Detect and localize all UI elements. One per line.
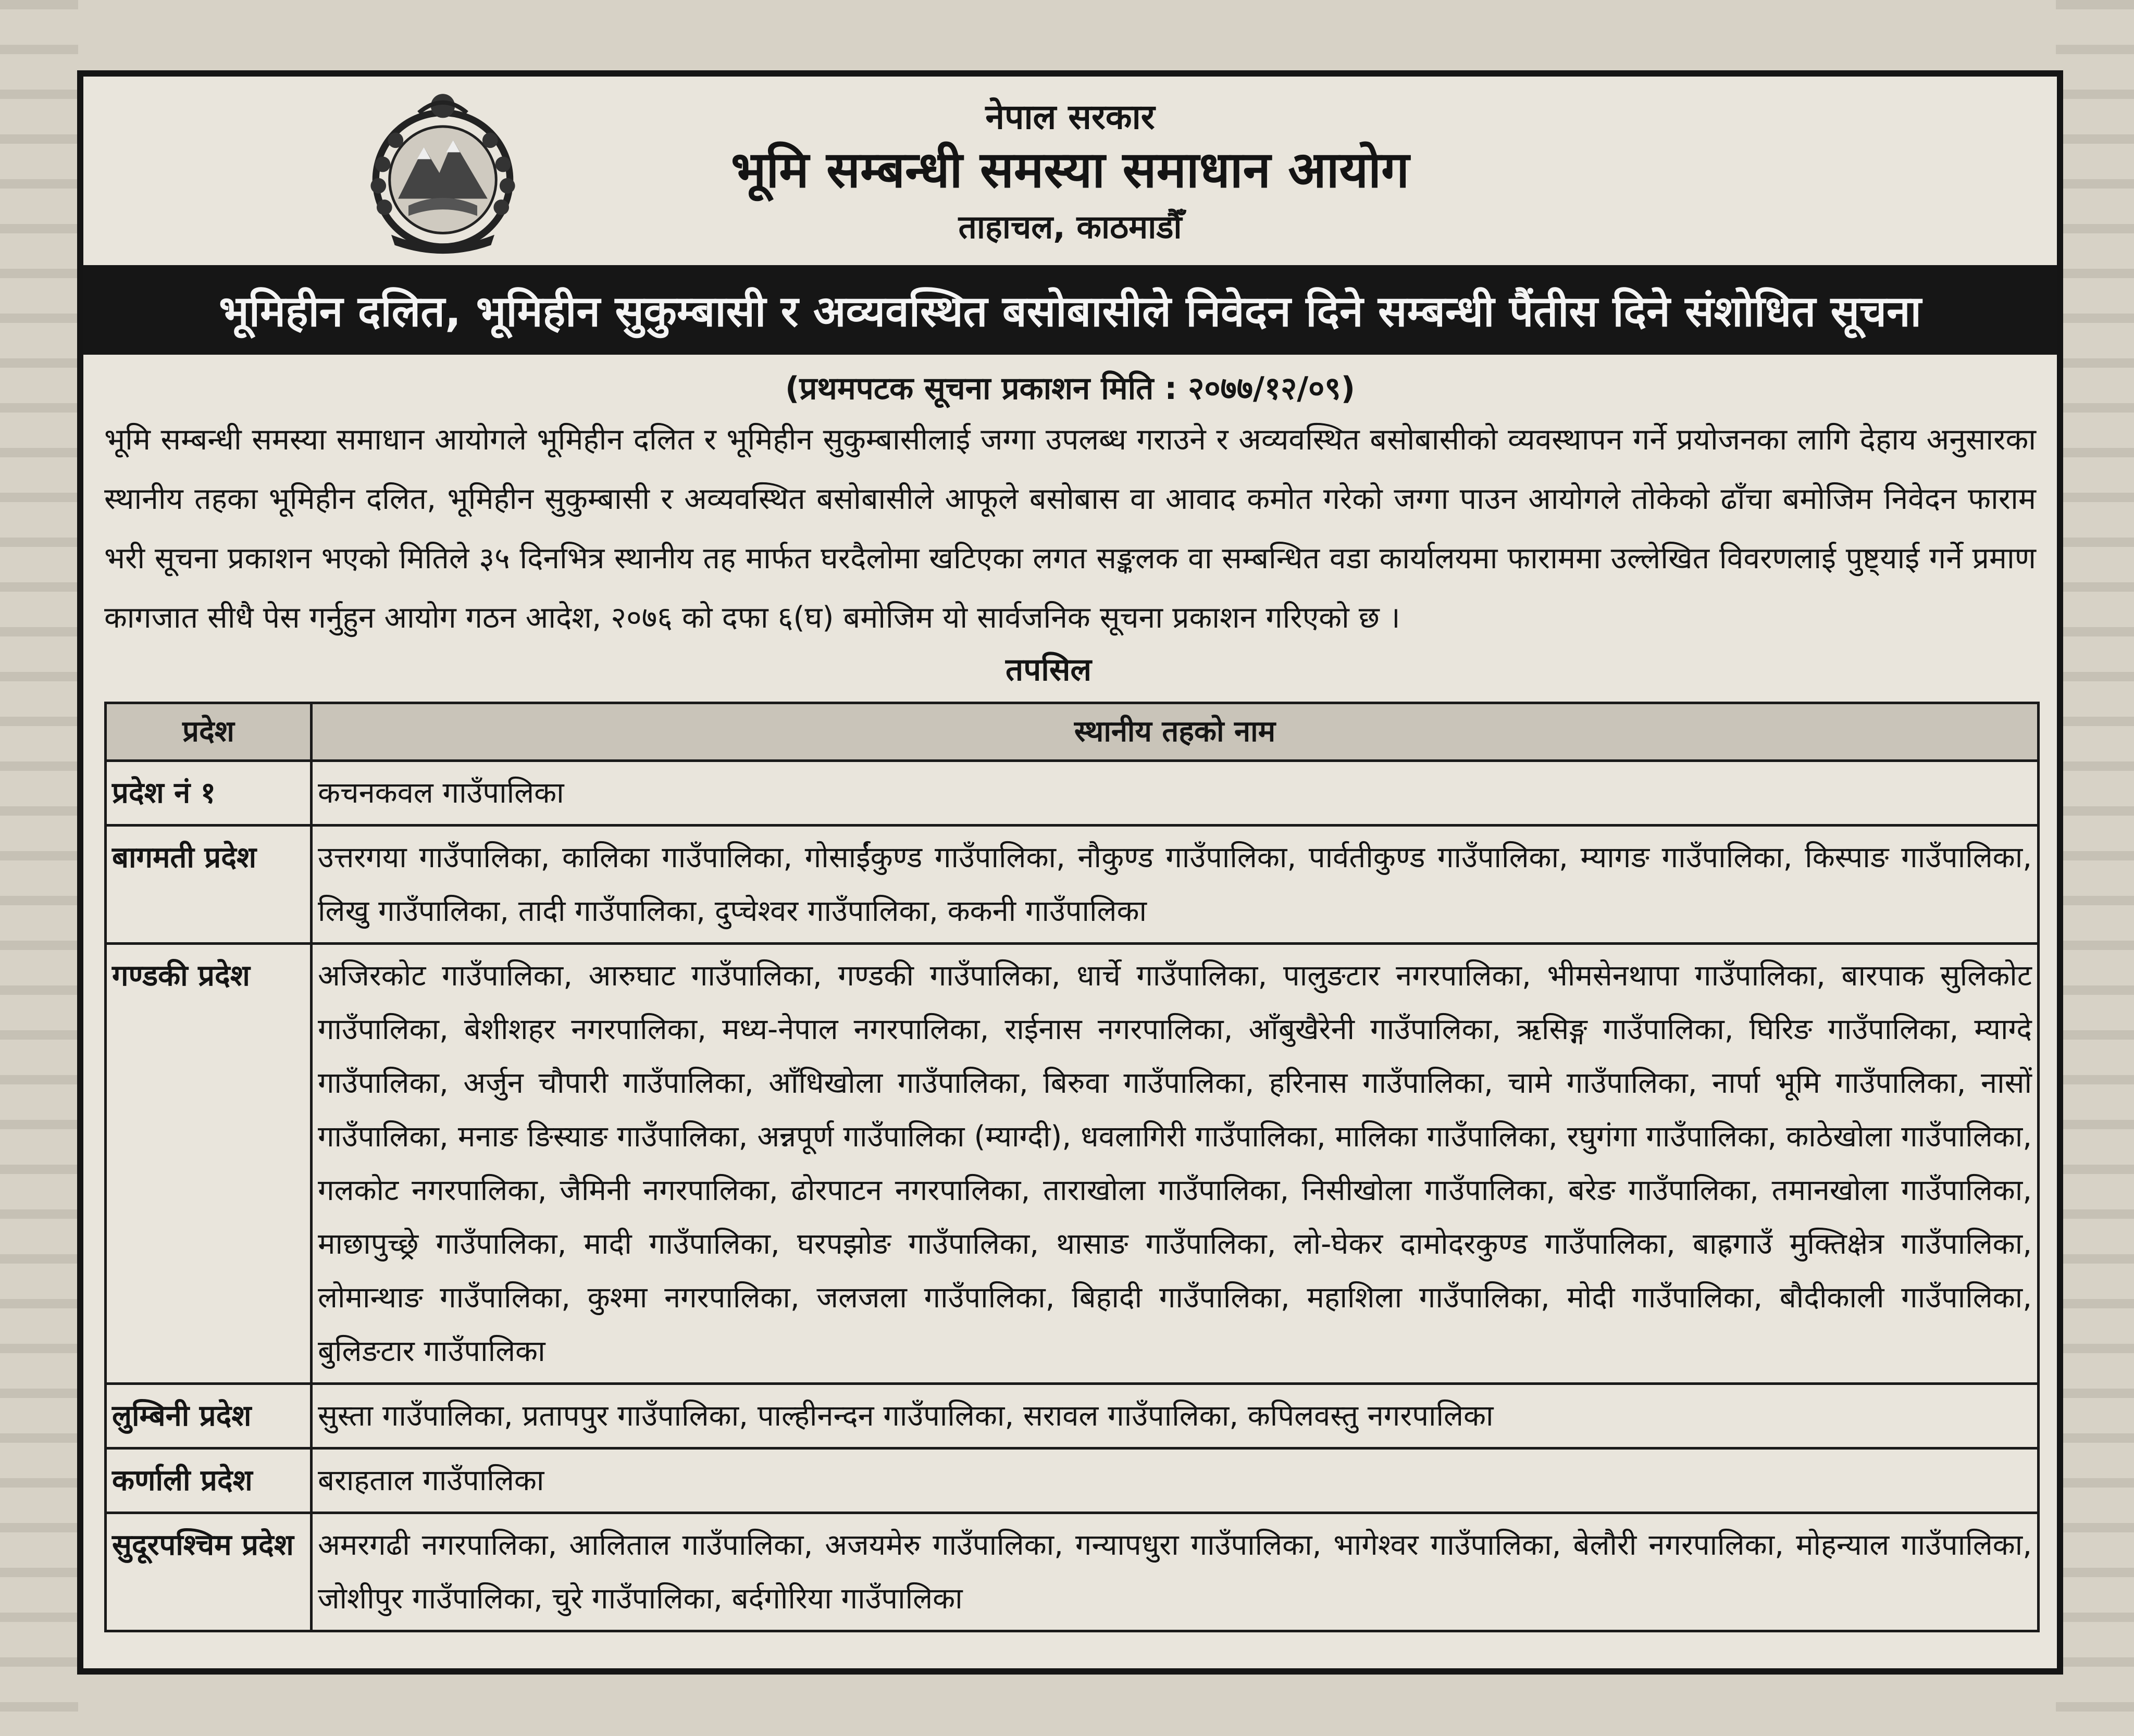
- government-name: नेपाल सरकार: [985, 97, 1155, 137]
- organization-address: ताहाचल, काठमाडौँ: [958, 208, 1182, 246]
- province-cell: प्रदेश नं १: [106, 761, 312, 826]
- notice-body: भूमि सम्बन्धी समस्या समाधान आयोगले भूमिहीन दलित र भूमिहीन सुकुम्बासीलाई जग्गा उपलब्ध गराउने र अव्यवस्थित बसोबासीको व्यवस्थापन गर्ने प्रयोजनका लागि देहाय अनुसारका स्थानीय तहका भूमिहीन दलित, भूमिहीन सुकुम्बासी र अव्यवस्थित बसोबासीले आफूले बसोबास वा आवाद कमोत गरेको जग्गा पाउन आयोगले तोकेको ढाँचा बमोजिम निवेदन फाराम भरी सूचना प्रकाशन भएको मितिले ३५ दिनभित्र स्थानीय तह मार्फत घरदैलोमा खटिएका लगत सङ्कलक वा सम्बन्धित वडा कार्यालयमा फाराममा उल्लेखित विवरणलाई पुष्ट्याई गर्ने प्रमाण कागजात सीधै पेस गर्नुहुन आयोग गठन आदेश, २०७६ को दफा ६(घ) बमोजिम यो सार्वजनिक सूचना प्रकाशन गरिएको छ ।: [104, 422, 2036, 635]
- table-row: [106, 1448, 2039, 1513]
- local-levels-cell: उत्तरगया गाउँपालिका, कालिका गाउँपालिका, गोसाईंकुण्ड गाउँपालिका, नौकुण्ड गाउँपालिका, पार्वतीकुण्ड गाउँपालिका, म्यागङ गाउँपालिका, किस्पाङ गाउँपालिका, लिखु गाउँपालिका, तादी गाउँपालिका, दुप्चेश्वर गाउँपालिका, ककनी गाउँपालिका: [312, 826, 2039, 944]
- paper-margin-left: [0, 0, 78, 1736]
- publication-date: (प्रथमपटक सूचना प्रकाशन मिति : २०७७/१२/०९): [785, 370, 1355, 407]
- table-row: [106, 826, 2039, 944]
- province-cell: लुम्बिनी प्रदेश: [106, 1384, 312, 1448]
- public-notice: [77, 70, 2063, 1675]
- table-header-row: [106, 703, 2039, 761]
- local-levels-table: [104, 702, 2040, 1632]
- province-cell: सुदूरपश्चिम प्रदेश: [106, 1513, 312, 1631]
- header-province: प्रदेश: [106, 703, 312, 761]
- header-local-level: स्थानीय तहको नाम: [312, 703, 2039, 761]
- table-row: [106, 944, 2039, 1384]
- organization-name: भूमि सम्बन्धी समस्या समाधान आयोग: [730, 141, 1410, 199]
- local-levels-cell: बराहताल गाउँपालिका: [312, 1448, 2039, 1513]
- local-levels-cell: सुस्ता गाउँपालिका, प्रतापपुर गाउँपालिका, पाल्हीनन्दन गाउँपालिका, सरावल गाउँपालिका, कपिलवस्तु नगरपालिका: [312, 1384, 2039, 1448]
- local-levels-cell: अमरगढी नगरपालिका, आलिताल गाउँपालिका, अजयमेरु गाउँपालिका, गन्यापधुरा गाउँपालिका, भागेश्वर गाउँपालिका, बेलौरी नगरपालिका, मोहन्याल गाउँपालिका, जोशीपुर गाउँपालिका, चुरे गाउँपालिका, बर्दगोरिया गाउँपालिका: [312, 1513, 2039, 1631]
- notice-title-banner: [83, 265, 2057, 355]
- province-cell: कर्णाली प्रदेश: [106, 1448, 312, 1513]
- local-levels-cell: अजिरकोट गाउँपालिका, आरुघाट गाउँपालिका, गण्डकी गाउँपालिका, धार्चे गाउँपालिका, पालुङटार नगरपालिका, भीमसेनथापा गाउँपालिका, बारपाक सुलिकोट गाउँपालिका, बेशीशहर नगरपालिका, मध्य-नेपाल नगरपालिका, राईनास नगरपालिका, आँबुखैरेनी गाउँपालिका, ऋसिङ्ग गाउँपालिका, घिरिङ गाउँपालिका, म्याग्दे गाउँपालिका, अर्जुन चौपारी गाउँपालिका, आँधिखोला गाउँपालिका, बिरुवा गाउँपालिका, हरिनास गाउँपालिका, चामे गाउँपालिका, नार्पा भूमि गाउँपालिका, नासों गाउँपालिका, मनाङ ङिस्याङ गाउँपालिका, अन्नपूर्ण गाउँपालिका (म्याग्दी), धवलागिरी गाउँपालिका, मालिका गाउँपालिका, रघुगंगा गाउँपालिका, काठेखोला गाउँपालिका, गलकोट नगरपालिका, जैमिनी नगरपालिका, ढोरपाटन नगरपालिका, ताराखोला गाउँपालिका, निसीखोला गाउँपालिका, बरेङ गाउँपालिका, तमानखोला गाउँपालिका, माछापुच्छ्रे गाउँपालिका, मादी गाउँपालिका, घरपझोङ गाउँपालिका, थासाङ गाउँपालिका, लो-घेकर दामोदरकुण्ड गाउँपालिका, बाह्रगाउँ मुक्तिक्षेत्र गाउँपालिका, लोमान्थाङ गाउँपालिका, कुश्मा नगरपालिका, जलजला गाउँपालिका, बिहादी गाउँपालिका, महाशिला गाउँपालिका, मोदी गाउँपालिका, बौदीकाली गाउँपालिका, बुलिङटार गाउँपालिका: [312, 944, 2039, 1384]
- notice-title: भूमिहीन दलित, भूमिहीन सुकुम्बासी र अव्यवस्थित बसोबासीले निवेदन दिने सम्बन्धी पैंतीस दिने संशोधित सूचना: [219, 287, 1921, 336]
- province-cell: बागमती प्रदेश: [106, 826, 312, 944]
- table-row: [106, 1513, 2039, 1631]
- paper-margin-right: [2056, 0, 2134, 1736]
- province-cell: गण्डकी प्रदेश: [106, 944, 312, 1384]
- local-levels-cell: कचनकवल गाउँपालिका: [312, 761, 2039, 826]
- schedule-title: तपसिल: [1006, 652, 1092, 688]
- table-row: [106, 761, 2039, 826]
- table-row: [106, 1384, 2039, 1448]
